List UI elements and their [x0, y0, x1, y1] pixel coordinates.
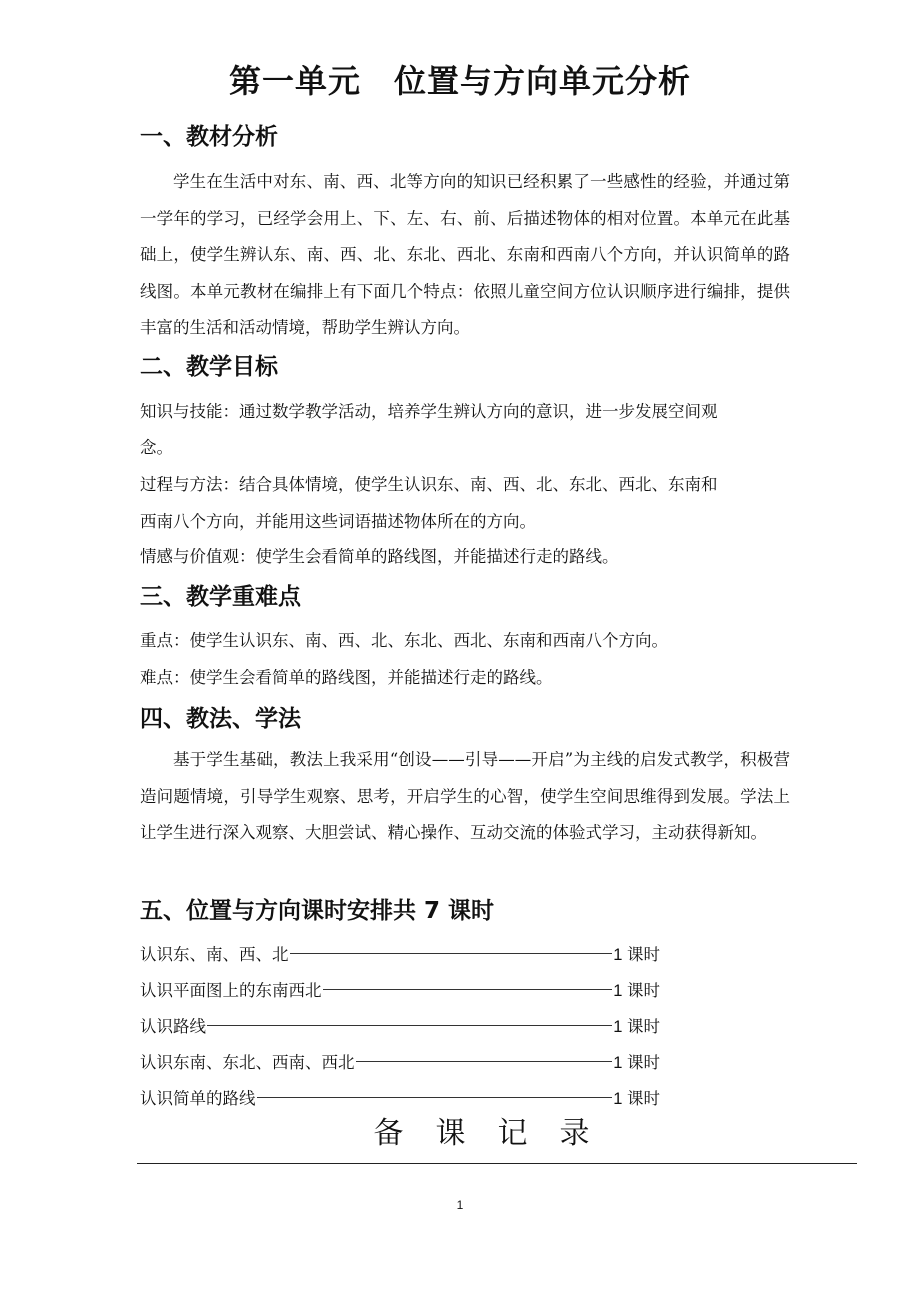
- page-title: 第一单元 位置与方向单元分析: [228, 62, 691, 100]
- materials-paragraph: 学生在生活中对东、南、西、北等方向的知识已经积累了一些感性的经验，并通过第一学年的学习，已经学会用上、下、左、右、前、后描述物体的相对位置。本单元在此基础上，使学生辨认东、南、西、北、东北、西北、东南和西南八个方向，并认识简单的路线图。本单元教材在编排上有下面几个特点：依照儿童空间方位认识顺序进行编排，提供丰富的生活和活动情境，帮助学生辨认方向。: [140, 172, 790, 337]
- schedule-item-hours: 1 课时: [613, 982, 660, 1000]
- schedule-item-name: 认识平面图上的东南西北: [140, 981, 322, 1000]
- schedule-item-hours: 1 课时: [613, 1018, 660, 1036]
- schedule-item: [140, 1049, 660, 1073]
- section-heading-methods: 四、教法、学法: [140, 706, 301, 732]
- section-heading-materials: 一、教材分析: [140, 124, 278, 150]
- schedule-item-name: 认识东、南、西、北: [140, 945, 289, 964]
- goal-emotion: 情感与价值观：使学生会看简单的路线图，并能描述行走的路线。: [140, 547, 619, 566]
- section-heading-key-points: 三、教学重难点: [140, 584, 301, 610]
- record-heading: 备课记录: [373, 1116, 622, 1151]
- schedule-item-hours: 1 课时: [613, 1090, 660, 1108]
- page-number: 1: [456, 1198, 464, 1212]
- leader-line: [257, 1097, 613, 1098]
- section-heading-schedule: 五、位置与方向课时安排共 7 课时: [140, 898, 495, 924]
- divider: [137, 1163, 857, 1164]
- goal-process-cont: 西南八个方向，并能用这些词语描述物体所在的方向。: [140, 512, 536, 531]
- schedule-item-hours: 1 课时: [613, 1054, 660, 1072]
- schedule-item: [140, 1085, 660, 1109]
- schedule-item-hours: 1 课时: [613, 946, 660, 964]
- key-point: 重点：使学生认识东、南、西、北、东北、西北、东南和西南八个方向。: [140, 631, 668, 650]
- schedule-item: [140, 977, 660, 1001]
- leader-line: [323, 989, 613, 990]
- schedule-item-name: 认识简单的路线: [140, 1089, 256, 1108]
- leader-line: [290, 953, 613, 954]
- goal-process: 过程与方法：结合具体情境，使学生认识东、南、西、北、东北、西北、东南和: [140, 475, 718, 494]
- schedule-item-name: 认识东南、东北、西南、西北: [140, 1053, 355, 1072]
- section-heading-goals: 二、教学目标: [140, 354, 278, 380]
- goal-knowledge: 知识与技能：通过数学教学活动，培养学生辨认方向的意识，进一步发展空间观: [140, 402, 718, 421]
- schedule-item: [140, 1013, 660, 1037]
- schedule-item-name: 认识路线: [140, 1017, 206, 1036]
- leader-line: [356, 1061, 613, 1062]
- leader-line: [207, 1025, 612, 1026]
- goal-knowledge-cont: 念。: [140, 438, 173, 457]
- difficult-point: 难点：使学生会看简单的路线图，并能描述行走的路线。: [140, 668, 553, 687]
- schedule-item: [140, 941, 660, 965]
- methods-paragraph: 基于学生基础，教法上我采用“创设——引导——开启”为主线的启发式教学，积极营造问题情境，引导学生观察、思考，开启学生的心智，使学生空间思维得到发展。学法上让学生进行深入观察、大胆尝试、精心操作、互动交流的体验式学习，主动获得新知。: [140, 750, 790, 842]
